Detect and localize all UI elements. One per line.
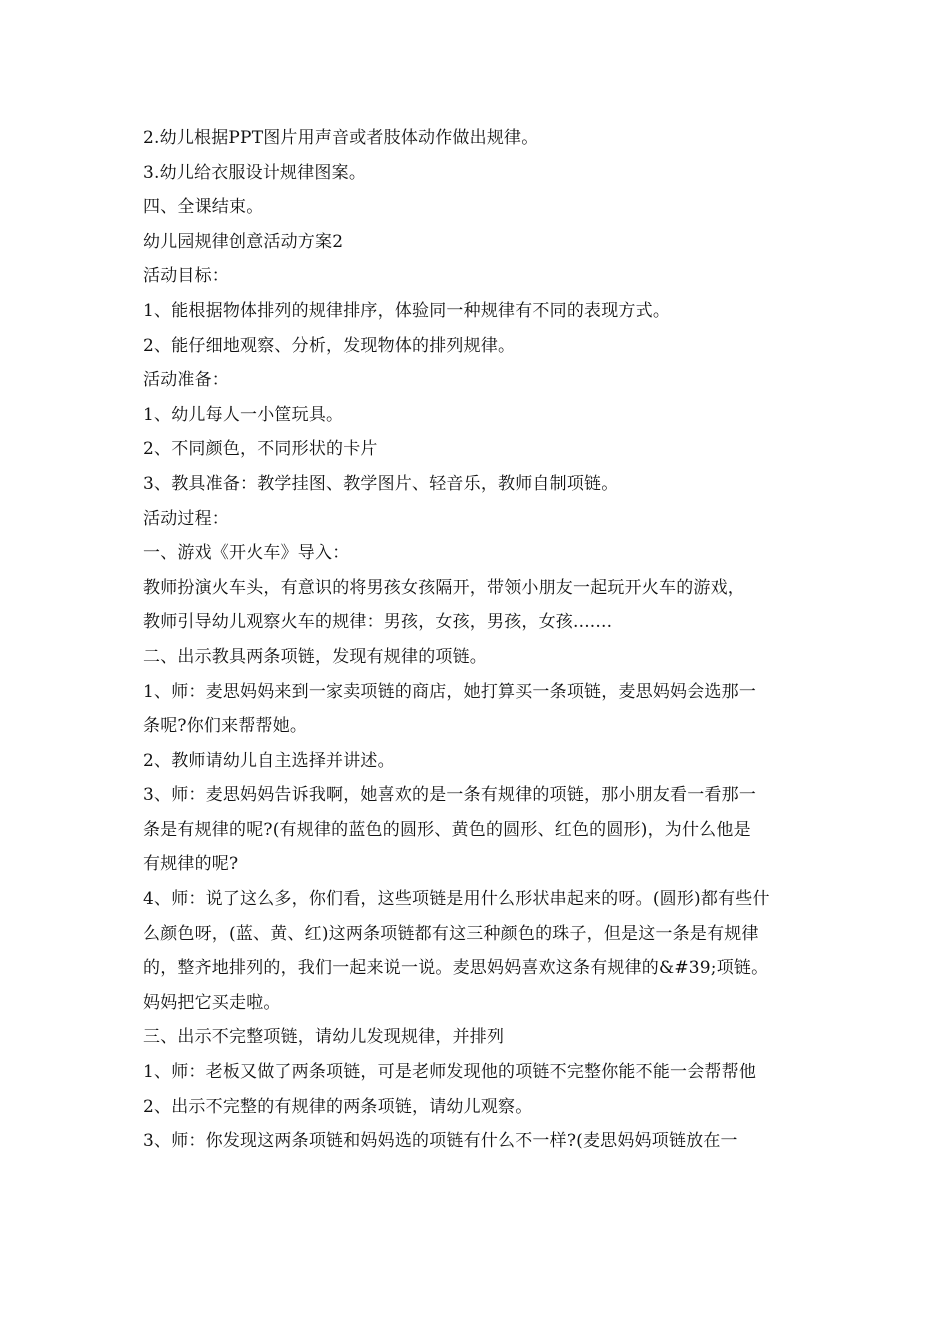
text-line: 2、出示不完整的有规律的两条项链，请幼儿观察。 xyxy=(143,1096,533,1117)
text-line: 1、师：老板又做了两条项链，可是老师发现他的项链不完整你能不能一会帮帮他 xyxy=(143,1062,757,1083)
document-title: 幼儿园规律创意活动方案2 xyxy=(143,231,344,252)
section-heading: 三、出示不完整项链，请幼儿发现规律，并排列 xyxy=(143,1027,505,1048)
text-line: 3.幼儿给衣服设计规律图案。 xyxy=(143,162,367,183)
text-line: 么颜色呀，(蓝、黄、红)这两条项链都有这三种颜色的珠子，但是这一条是有规律 xyxy=(143,923,759,944)
text-line: 教师扮演火车头，有意识的将男孩女孩隔开，带领小朋友一起玩开火车的游戏， xyxy=(143,577,745,598)
text-line: 1、幼儿每人一小筐玩具。 xyxy=(143,404,344,425)
text-line: 2、不同颜色，不同形状的卡片 xyxy=(143,439,378,460)
section-heading: 二、出示教具两条项链，发现有规律的项链。 xyxy=(143,646,487,667)
text-line: 条是有规律的呢?(有规律的蓝色的圆形、黄色的圆形、红色的圆形)，为什么他是 xyxy=(143,819,751,840)
text-line: 2.幼儿根据PPT图片用声音或者肢体动作做出规律。 xyxy=(143,128,539,148)
section-heading: 活动准备： xyxy=(143,370,229,391)
text-line: 2、能仔细地观察、分析，发现物体的排列规律。 xyxy=(143,335,516,356)
section-heading: 四、全课结束。 xyxy=(143,197,264,218)
text-line: 教师引导幼儿观察火车的规律：男孩，女孩，男孩，女孩....... xyxy=(143,612,613,633)
section-heading: 活动过程： xyxy=(143,508,229,529)
text-line: 妈妈把它买走啦。 xyxy=(143,992,281,1013)
document-body xyxy=(143,121,808,1159)
text-line: 3、教具准备：教学挂图、教学图片、轻音乐，教师自制项链。 xyxy=(143,473,619,494)
text-line: 3、师：麦思妈妈告诉我啊，她喜欢的是一条有规律的项链，那小朋友看一看那一 xyxy=(143,785,757,806)
text-line: 1、师：麦思妈妈来到一家卖项链的商店，她打算买一条项链，麦思妈妈会选那一 xyxy=(143,681,757,702)
text-line: 条呢?你们来帮帮她。 xyxy=(143,716,308,737)
section-heading: 活动目标： xyxy=(143,266,229,287)
text-line: 1、能根据物体排列的规律排序，体验同一种规律有不同的表现方式。 xyxy=(143,300,671,321)
text-line: 3、师：你发现这两条项链和妈妈选的项链有什么不一样?(麦思妈妈项链放在一 xyxy=(143,1131,738,1152)
text-line: 4、师：说了这么多，你们看，这些项链是用什么形状串起来的呀。(圆形)都有些什 xyxy=(143,889,770,910)
section-heading: 一、游戏《开火车》导入： xyxy=(143,543,350,564)
text-line: 2、教师请幼儿自主选择并讲述。 xyxy=(143,750,395,771)
text-line: 的，整齐地排列的，我们一起来说一说。麦思妈妈喜欢这条有规律的&#39;项链。 xyxy=(143,958,769,979)
text-line: 有规律的呢? xyxy=(143,854,239,875)
